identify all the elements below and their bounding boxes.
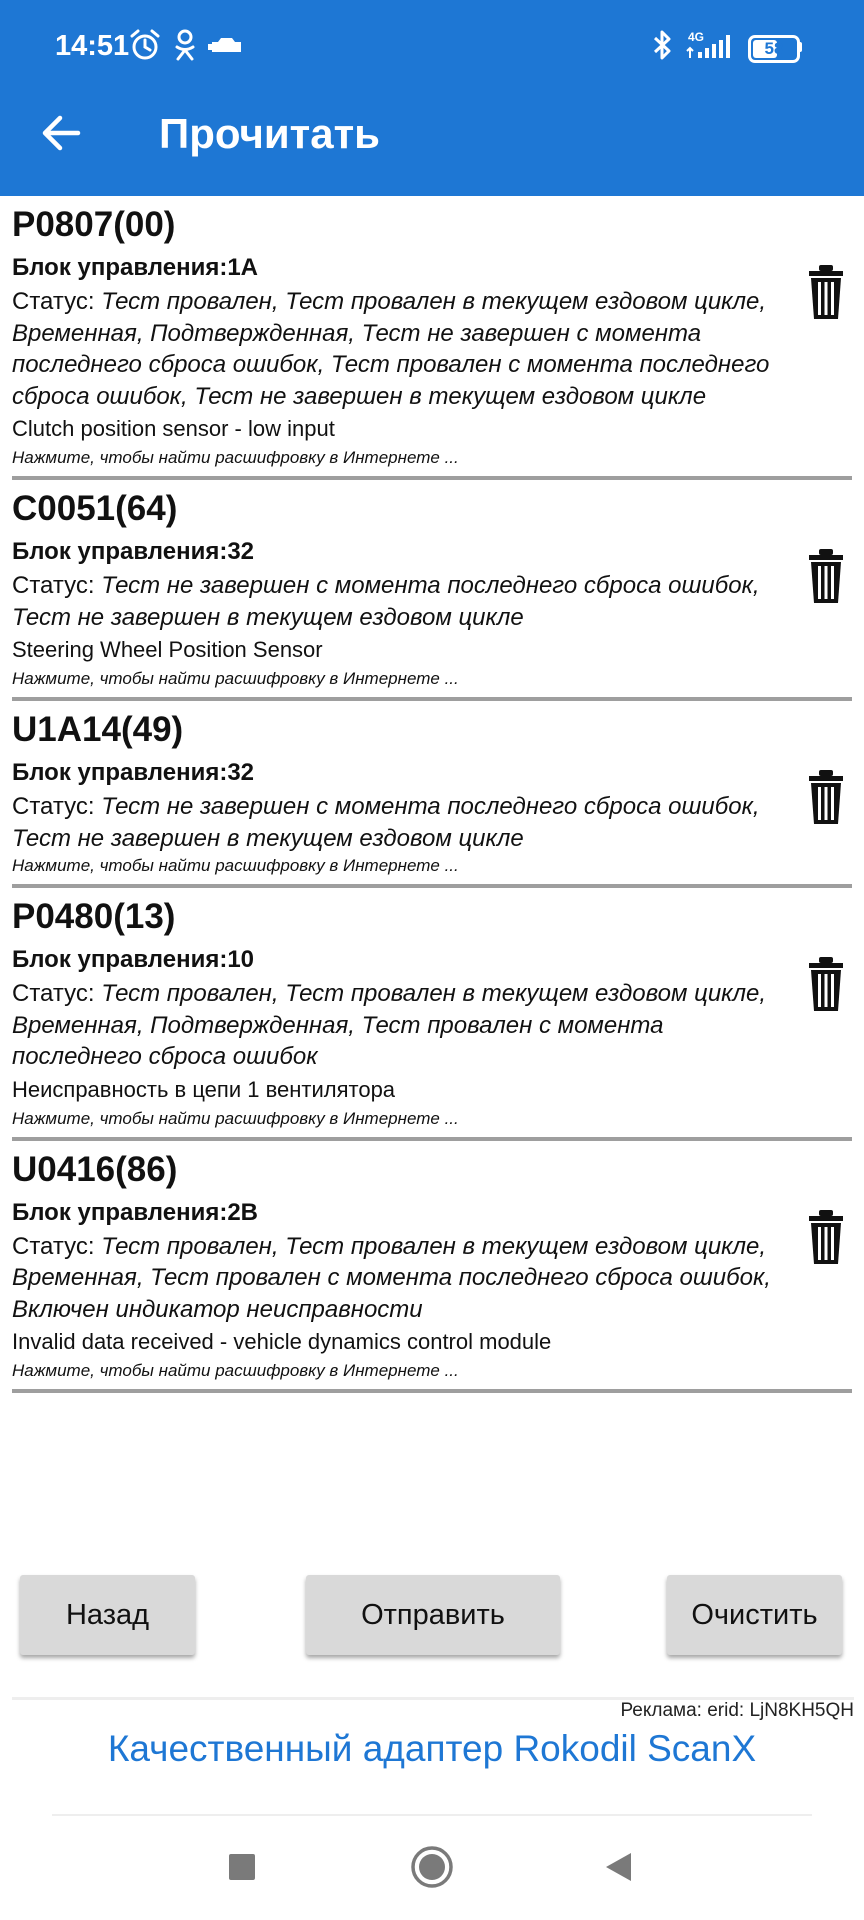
odnoklassniki-icon	[172, 28, 198, 62]
dtc-description: Неисправность в цепи 1 вентилятора	[12, 1076, 396, 1102]
dtc-status	[12, 1231, 782, 1326]
circle-icon[interactable]	[410, 1845, 454, 1889]
status-text: Тест провален, Тест провален в текущем ездовом цикле, Временная, Подтвержденная, Тест провален с момента последнего сброса ошибок	[12, 980, 767, 1070]
dtc-module: Блок управления:10	[12, 946, 255, 973]
signal-icon	[684, 28, 736, 62]
search-hint[interactable]: Нажмите, чтобы найти расшифровку в Интернете ...	[12, 448, 459, 467]
dtc-item[interactable]	[0, 701, 864, 888]
dtc-code: P0480(13)	[12, 897, 176, 936]
status-time: 14:51	[55, 30, 130, 62]
arrow-left-icon[interactable]	[38, 110, 84, 156]
dtc-module: Блок управления:32	[12, 538, 255, 565]
triangle-icon[interactable]	[603, 1851, 633, 1883]
ad-label: Реклама: erid: LjN8KH5QH	[620, 1700, 854, 1721]
dtc-item[interactable]	[0, 196, 864, 480]
dtc-status	[12, 570, 782, 633]
search-hint[interactable]: Нажмите, чтобы найти расшифровку в Интернете ...	[12, 1108, 459, 1128]
alarm-clock-icon	[128, 28, 162, 62]
dtc-code: U0416(86)	[12, 1149, 178, 1189]
page-title: Прочитать	[159, 110, 380, 157]
square-icon[interactable]	[228, 1853, 256, 1881]
status-text: Тест провален, Тест провален в текущем ездовом цикле, Временная, Тест провален с момента последнего сброса ошибок, Включен индикатор неисправности	[12, 1232, 771, 1323]
status-prefix: Статус:	[12, 793, 102, 820]
battery-nub	[798, 42, 802, 52]
app-bar	[0, 0, 864, 196]
back-button[interactable]: Назад	[20, 1575, 195, 1655]
battery-indicator	[748, 35, 800, 63]
dtc-module: Блок управления:1A	[12, 254, 259, 281]
dtc-description: Steering Wheel Position Sensor	[12, 637, 323, 662]
dtc-status	[12, 978, 782, 1073]
dtc-status	[12, 286, 782, 412]
dtc-description: Clutch position sensor - low input	[12, 416, 335, 441]
status-prefix: Статус:	[12, 1232, 102, 1260]
search-hint[interactable]: Нажмите, чтобы найти расшифровку в Интернете ...	[12, 856, 459, 875]
dtc-code: U1A14(49)	[12, 710, 184, 749]
send-button[interactable]: Отправить	[306, 1575, 560, 1655]
battery-level: 58	[764, 39, 784, 58]
trash-icon[interactable]	[808, 264, 844, 320]
dtc-code: C0051(64)	[12, 489, 178, 528]
status-text: Тест не завершен с момента последнего сброса ошибок, Тест не завершен в текущем ездовом цикле	[12, 572, 760, 631]
status-prefix: Статус:	[12, 980, 102, 1007]
trash-icon[interactable]	[808, 1209, 844, 1265]
clear-button[interactable]: Очистить	[667, 1575, 842, 1655]
divider	[12, 1389, 852, 1393]
dtc-item[interactable]	[0, 888, 864, 1141]
status-text: Тест провален, Тест провален в текущем ездовом цикле, Временная, Подтвержденная, Тест не завершен с момента последнего сброса ошибок, Тест провален с момента последнего сброса ошибок, Тест не завершен в текущем ездовом цикле	[12, 288, 770, 410]
dtc-item[interactable]	[0, 1141, 864, 1394]
trash-icon[interactable]	[808, 769, 844, 825]
dtc-list	[0, 196, 864, 1393]
ad-link[interactable]: Качественный адаптер Rokodil ScanX	[107, 1728, 757, 1769]
dtc-item[interactable]	[0, 480, 864, 701]
trash-icon[interactable]	[808, 956, 844, 1012]
network-type: 4G	[688, 30, 705, 44]
search-hint[interactable]: Нажмите, чтобы найти расшифровку в Интернете ...	[12, 1361, 459, 1380]
status-prefix: Статус:	[12, 288, 102, 315]
search-hint[interactable]: Нажмите, чтобы найти расшифровку в Интернете ...	[12, 669, 459, 688]
dtc-status	[12, 791, 782, 854]
trash-icon[interactable]	[808, 548, 844, 604]
nav-separator	[52, 1814, 812, 1816]
dtc-description: Invalid data received - vehicle dynamics control module	[12, 1329, 552, 1354]
dtc-module: Блок управления:32	[12, 759, 255, 786]
status-prefix: Статус:	[12, 572, 102, 599]
dtc-code: P0807(00)	[12, 205, 176, 244]
dtc-module: Блок управления:2B	[12, 1198, 259, 1226]
status-text: Тест не завершен с момента последнего сброса ошибок, Тест не завершен в текущем ездовом цикле	[12, 793, 760, 852]
bluetooth-icon	[650, 28, 674, 62]
car-icon	[208, 34, 244, 56]
